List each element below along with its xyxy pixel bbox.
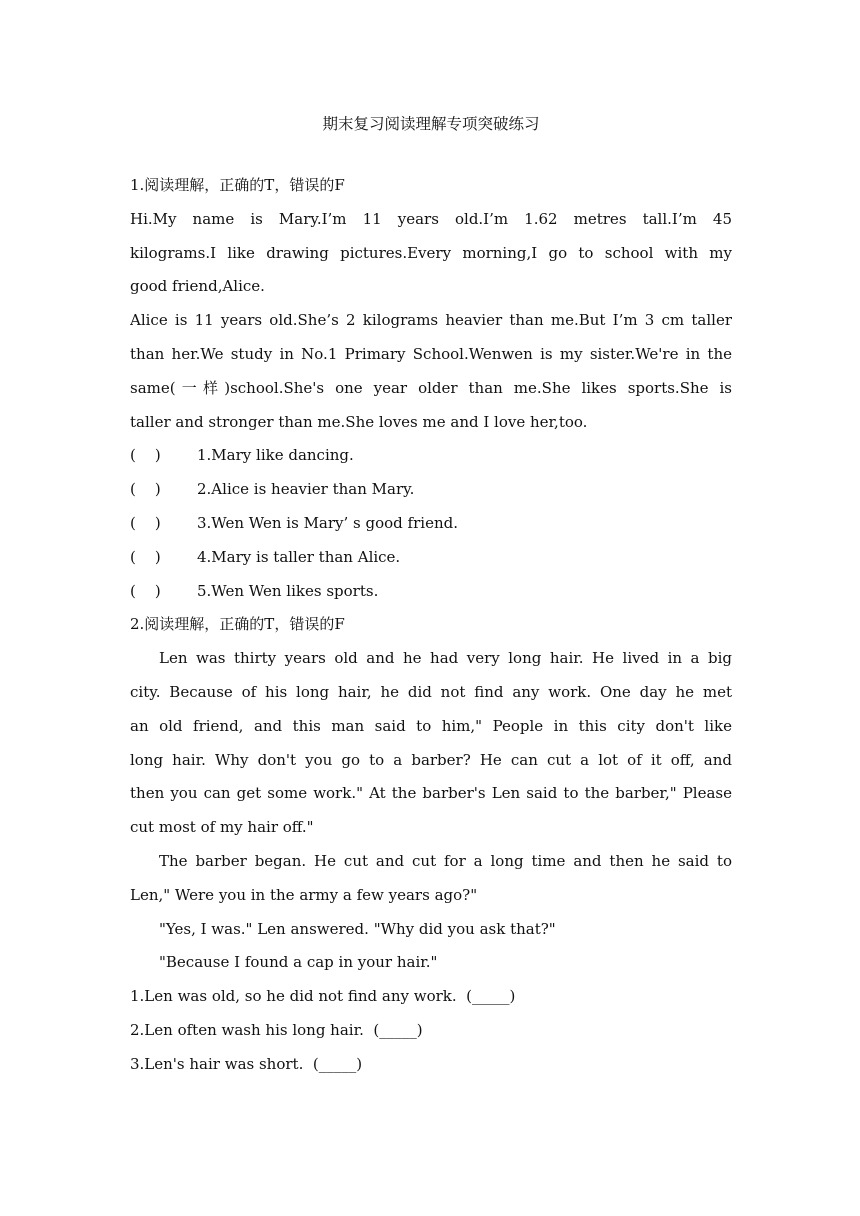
passage1-line: kilograms.I like drawing pictures.Every morning,I go to school with my [130, 243, 732, 262]
passage1-line: than her.We study in No.1 Primary School.Wenwen is my sister.We're in the [130, 344, 732, 363]
passage1-line: taller and stronger than me.She loves me and I love her,too. [130, 412, 588, 431]
worksheet-page [130, 108, 732, 1082]
fill-question[interactable]: 2.Len often wash his long hair. (_____) [130, 1020, 423, 1039]
passage2-line: The barber began. He cut and cut for a long time and then he said to [159, 851, 732, 870]
passage1-line: same(一样)school.She's one year older than me.She likes sports.She is [130, 378, 732, 397]
passage1-line: Hi.My name is Mary.I’m 11 years old.I’m 1.62 metres tall.I’m 45 [130, 209, 732, 228]
passage2-line: then you can get some work." At the barber's Len said to the barber," Please [130, 784, 732, 803]
section2-heading: 2.阅读理解，正确的T，错误的F [130, 615, 345, 634]
passage2-line: cut most of my hair off." [130, 818, 314, 837]
tf-question [130, 507, 732, 541]
section1-heading: 1.阅读理解，正确的T，错误的F [130, 176, 345, 194]
answer-bracket[interactable]: ( ) [130, 581, 161, 600]
tf-question [130, 541, 732, 575]
tf-question-text: 1.Mary like dancing. [197, 446, 354, 465]
answer-bracket[interactable]: ( ) [130, 547, 161, 566]
passage2-line: "Because I found a cap in your hair." [159, 953, 438, 972]
tf-question [130, 473, 732, 507]
fill-question[interactable]: 1.Len was old, so he did not find any work. (_____) [130, 987, 516, 1006]
fill-question[interactable]: 3.Len's hair was short. (_____) [130, 1054, 363, 1073]
answer-bracket[interactable]: ( ) [130, 480, 161, 499]
answer-bracket[interactable]: ( ) [130, 446, 161, 465]
passage2-line: an old friend, and this man said to him," People in this city don't like [130, 716, 732, 735]
tf-question [130, 439, 732, 473]
passage2-line: Len," Were you in the army a few years ago?" [130, 885, 478, 904]
passage1-line: Alice is 11 years old.She’s 2 kilograms heavier than me.But I’m 3 cm taller [130, 311, 732, 330]
tf-question [130, 575, 732, 609]
passage2-line: city. Because of his long hair, he did not find any work. One day he met [130, 682, 732, 701]
answer-bracket[interactable]: ( ) [130, 513, 161, 532]
passage1-line: good friend,Alice. [130, 277, 265, 296]
passage2-line: Len was thirty years old and he had very long hair. He lived in a big [159, 649, 732, 668]
worksheet-title: 期末复习阅读理解专项突破练习 [322, 115, 540, 133]
tf-question-text: 3.Wen Wen is Mary’ s good friend. [197, 513, 458, 532]
passage2-line: long hair. Why don't you go to a barber? He can cut a lot of it off, and [130, 750, 732, 769]
tf-question-text: 5.Wen Wen likes sports. [197, 581, 379, 600]
passage2-line: "Yes, I was." Len answered. "Why did you ask that?" [159, 919, 556, 938]
tf-question-text: 4.Mary is taller than Alice. [197, 547, 401, 566]
tf-question-text: 2.Alice is heavier than Mary. [197, 480, 415, 499]
